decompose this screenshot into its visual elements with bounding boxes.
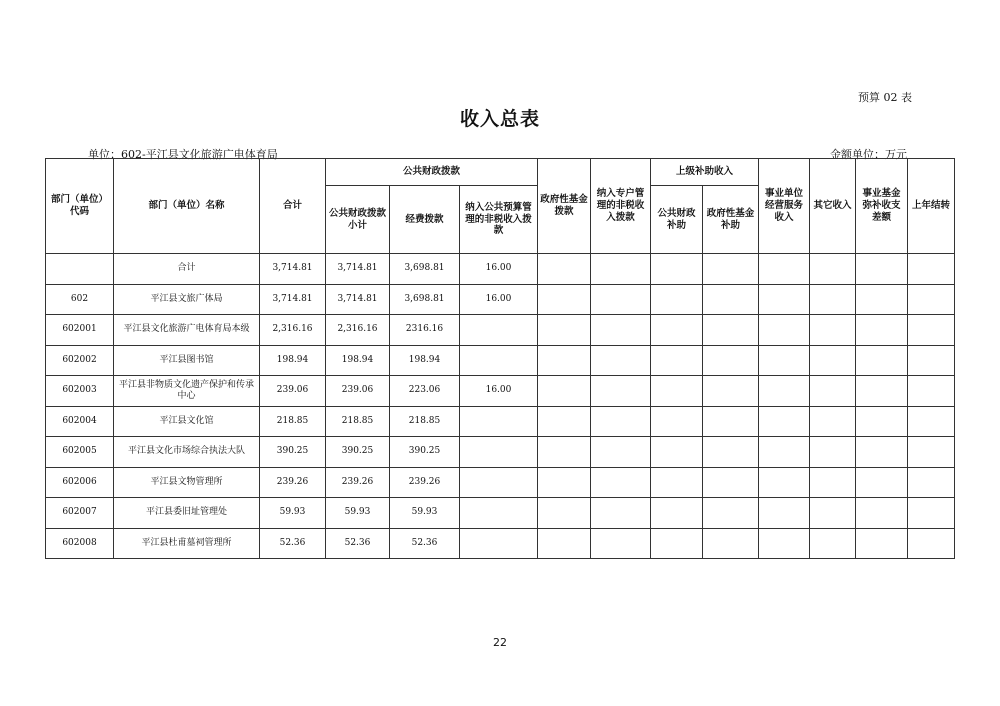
cell-empty: [591, 467, 651, 498]
cell-empty: [591, 284, 651, 315]
cell-empty: [538, 254, 591, 285]
cell-name: 平江县委旧址管理处: [114, 498, 260, 529]
cell-funding: 223.06: [390, 376, 460, 407]
cell-subtotal: 218.85: [326, 406, 390, 437]
cell-total: 3,714.81: [260, 284, 326, 315]
cell-empty: [703, 284, 759, 315]
cell-empty: [856, 345, 908, 376]
cell-name: 平江县文化旅游广电体育局本级: [114, 315, 260, 346]
cell-empty: [759, 437, 810, 468]
cell-subtotal: 3,714.81: [326, 254, 390, 285]
cell-empty: [810, 376, 856, 407]
col-other-income-header: 其它收入: [810, 159, 856, 254]
col-public-finance-header: 公共财政拨款: [326, 159, 538, 186]
cell-nontax: [460, 406, 538, 437]
cell-empty: [908, 254, 955, 285]
cell-empty: [538, 284, 591, 315]
cell-empty: [591, 345, 651, 376]
cell-nontax: [460, 437, 538, 468]
table-row: [46, 437, 955, 468]
cell-empty: [591, 254, 651, 285]
cell-total: 198.94: [260, 345, 326, 376]
table-row: [46, 315, 955, 346]
cell-subtotal: 390.25: [326, 437, 390, 468]
cell-empty: [759, 315, 810, 346]
cell-name: 合计: [114, 254, 260, 285]
cell-empty: [703, 467, 759, 498]
col-business-income-header: 事业单位经营服务收入: [759, 159, 810, 254]
cell-empty: [856, 528, 908, 559]
cell-nontax: 16.00: [460, 284, 538, 315]
cell-empty: [538, 528, 591, 559]
cell-name: 平江县文物管理所: [114, 467, 260, 498]
cell-empty: [591, 528, 651, 559]
col-superior-header: 上级补助收入: [651, 159, 759, 186]
cell-total: 390.25: [260, 437, 326, 468]
cell-code: 602008: [46, 528, 114, 559]
cell-code: 602001: [46, 315, 114, 346]
cell-empty: [856, 406, 908, 437]
cell-empty: [703, 437, 759, 468]
cell-total: 239.06: [260, 376, 326, 407]
table-row: [46, 376, 955, 407]
cell-funding: 390.25: [390, 437, 460, 468]
cell-empty: [538, 406, 591, 437]
table-row: [46, 345, 955, 376]
unit-label: 单位：602-平江县文化旅游广电体育局: [88, 148, 278, 161]
cell-funding: 218.85: [390, 406, 460, 437]
cell-subtotal: 3,714.81: [326, 284, 390, 315]
cell-empty: [908, 528, 955, 559]
cell-empty: [538, 345, 591, 376]
amount-unit-label: 金额单位：万元: [830, 148, 907, 161]
col-sup-gov-fund-header: 政府性基金补助: [703, 186, 759, 254]
cell-empty: [591, 315, 651, 346]
cell-empty: [908, 437, 955, 468]
page-number: 22: [493, 636, 507, 649]
col-name-header: 部门（单位）名称: [114, 159, 260, 254]
cell-empty: [856, 498, 908, 529]
cell-funding: 52.36: [390, 528, 460, 559]
cell-subtotal: 2,316.16: [326, 315, 390, 346]
cell-nontax: [460, 498, 538, 529]
cell-nontax: [460, 528, 538, 559]
cell-empty: [591, 376, 651, 407]
cell-empty: [703, 498, 759, 529]
cell-code: 602006: [46, 467, 114, 498]
cell-empty: [703, 376, 759, 407]
cell-nontax: [460, 315, 538, 346]
cell-nontax: 16.00: [460, 254, 538, 285]
cell-empty: [703, 406, 759, 437]
cell-empty: [703, 315, 759, 346]
cell-empty: [908, 406, 955, 437]
table-row: [46, 406, 955, 437]
cell-funding: 198.94: [390, 345, 460, 376]
cell-total: 3,714.81: [260, 254, 326, 285]
cell-empty: [538, 376, 591, 407]
cell-empty: [759, 528, 810, 559]
cell-code: 602002: [46, 345, 114, 376]
cell-name: 平江县非物质文化遗产保护和传承中心: [114, 376, 260, 407]
cell-empty: [856, 284, 908, 315]
cell-funding: 2316.16: [390, 315, 460, 346]
cell-empty: [538, 437, 591, 468]
cell-total: 59.93: [260, 498, 326, 529]
cell-empty: [856, 467, 908, 498]
cell-empty: [703, 254, 759, 285]
cell-empty: [651, 498, 703, 529]
cell-funding: 239.26: [390, 467, 460, 498]
table-row: [46, 467, 955, 498]
cell-empty: [810, 406, 856, 437]
cell-empty: [759, 254, 810, 285]
cell-empty: [651, 254, 703, 285]
cell-funding: 3,698.81: [390, 254, 460, 285]
cell-empty: [651, 437, 703, 468]
table-row: [46, 528, 955, 559]
cell-empty: [810, 284, 856, 315]
cell-nontax: [460, 467, 538, 498]
cell-empty: [759, 376, 810, 407]
col-fund-supplement-header: 事业基金弥补收支差额: [856, 159, 908, 254]
cell-empty: [810, 254, 856, 285]
cell-empty: [651, 406, 703, 437]
cell-code: 602004: [46, 406, 114, 437]
cell-empty: [810, 437, 856, 468]
col-special-nontax-header: 纳入专户管理的非税收入拨款: [591, 159, 651, 254]
cell-empty: [538, 315, 591, 346]
cell-funding: 3,698.81: [390, 284, 460, 315]
cell-empty: [591, 406, 651, 437]
col-total-header: 合计: [260, 159, 326, 254]
table-row: [46, 254, 955, 285]
cell-empty: [759, 467, 810, 498]
cell-code: [46, 254, 114, 285]
cell-empty: [810, 345, 856, 376]
cell-empty: [810, 498, 856, 529]
cell-empty: [759, 406, 810, 437]
cell-empty: [759, 284, 810, 315]
cell-empty: [703, 345, 759, 376]
cell-empty: [856, 376, 908, 407]
cell-name: 平江县图书馆: [114, 345, 260, 376]
cell-empty: [908, 376, 955, 407]
cell-empty: [856, 437, 908, 468]
cell-subtotal: 198.94: [326, 345, 390, 376]
income-summary-table: [45, 158, 955, 559]
cell-empty: [908, 345, 955, 376]
col-sup-public-header: 公共财政补助: [651, 186, 703, 254]
col-pf-funding-header: 经费拨款: [390, 186, 460, 254]
col-gov-fund-header: 政府性基金拨款: [538, 159, 591, 254]
col-code-header: 部门（单位）代码: [46, 159, 114, 254]
cell-subtotal: 52.36: [326, 528, 390, 559]
cell-total: 239.26: [260, 467, 326, 498]
table-row: [46, 498, 955, 529]
cell-empty: [703, 528, 759, 559]
cell-empty: [810, 528, 856, 559]
cell-empty: [908, 284, 955, 315]
cell-subtotal: 239.26: [326, 467, 390, 498]
cell-code: 602: [46, 284, 114, 315]
cell-name: 平江县文旅广体局: [114, 284, 260, 315]
cell-nontax: [460, 345, 538, 376]
cell-name: 平江县文化市场综合执法大队: [114, 437, 260, 468]
cell-funding: 59.93: [390, 498, 460, 529]
cell-empty: [759, 345, 810, 376]
cell-empty: [651, 284, 703, 315]
cell-empty: [810, 467, 856, 498]
cell-empty: [759, 498, 810, 529]
cell-empty: [908, 467, 955, 498]
cell-empty: [538, 498, 591, 529]
form-number: 预算 02 表: [858, 91, 912, 104]
cell-total: 218.85: [260, 406, 326, 437]
cell-total: 2,316.16: [260, 315, 326, 346]
cell-name: 平江县文化馆: [114, 406, 260, 437]
cell-empty: [591, 498, 651, 529]
cell-code: 602007: [46, 498, 114, 529]
cell-empty: [856, 254, 908, 285]
cell-empty: [651, 376, 703, 407]
cell-empty: [908, 315, 955, 346]
cell-empty: [591, 437, 651, 468]
col-pf-nontax-header: 纳入公共预算管理的非税收入拨款: [460, 186, 538, 254]
cell-subtotal: 239.06: [326, 376, 390, 407]
cell-empty: [856, 315, 908, 346]
cell-nontax: 16.00: [460, 376, 538, 407]
page-title: 收入总表: [459, 108, 540, 130]
cell-empty: [651, 315, 703, 346]
cell-empty: [651, 467, 703, 498]
col-pf-subtotal-header: 公共财政拨款小计: [326, 186, 390, 254]
cell-code: 602005: [46, 437, 114, 468]
cell-empty: [538, 467, 591, 498]
cell-subtotal: 59.93: [326, 498, 390, 529]
cell-name: 平江县杜甫墓祠管理所: [114, 528, 260, 559]
cell-code: 602003: [46, 376, 114, 407]
cell-empty: [908, 498, 955, 529]
cell-empty: [810, 315, 856, 346]
table-row: [46, 284, 955, 315]
cell-total: 52.36: [260, 528, 326, 559]
col-carryover-header: 上年结转: [908, 159, 955, 254]
cell-empty: [651, 345, 703, 376]
cell-empty: [651, 528, 703, 559]
